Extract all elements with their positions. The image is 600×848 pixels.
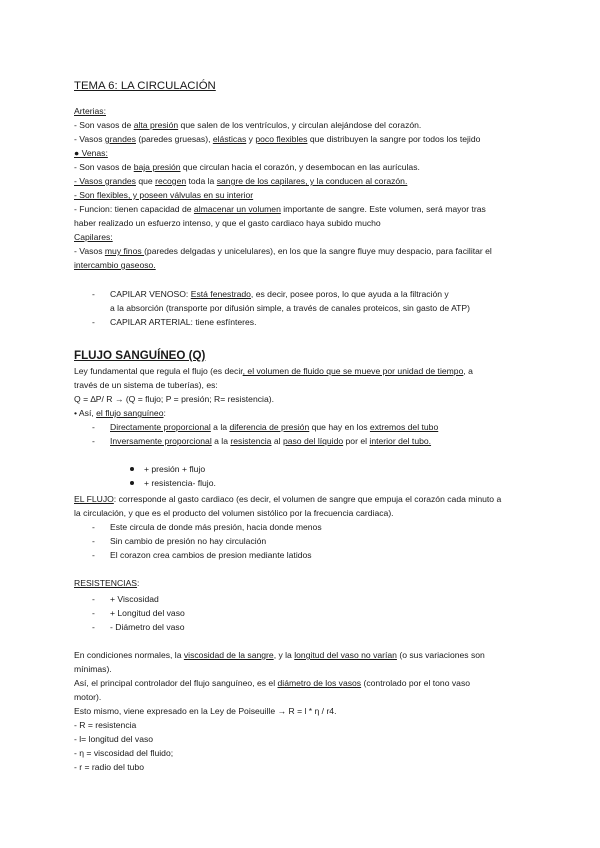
bullet-dot [130, 467, 134, 471]
arterias-line-1: - Son vasos de alta presión que salen de los ventrículos, y circulan alejándose del corazón. [74, 120, 422, 130]
flujo-heading: FLUJO SANGUÍNEO (Q) [74, 349, 206, 362]
list-dash: - [92, 608, 95, 618]
definition-4: - r = radio del tubo [74, 762, 144, 772]
resistencia-item-3: - Diámetro del vaso [110, 622, 185, 632]
definition-3: - η = viscosidad del fluido; [74, 748, 174, 758]
resistencia-item-2: + Longitud del vaso [110, 608, 185, 618]
final-line-1: En condiciones normales, la viscosidad de la sangre, y la longitud del vaso no varían (o sus variaciones son [74, 650, 485, 660]
definition-2: - l= longitud del vaso [74, 734, 154, 744]
list-dash: - [92, 622, 95, 632]
capilar-arterial-line: CAPILAR ARTERIAL: tiene esfínteres. [110, 317, 257, 327]
flujo-formula: Q = ∆P/ R → (Q = flujo; P = presión; R= resistencia). [74, 394, 274, 404]
final-line-3: Así, el principal controlador del flujo sanguíneo, es el diámetro de los vasos (controlado por el tono vaso [74, 678, 471, 688]
venas-line-1: - Son vasos de baja presión que circulan hacia el corazón, y desembocan en las aurículas. [74, 162, 420, 172]
list-dash: - [92, 522, 95, 532]
venas-line-2: - Vasos grandes que recogen toda la sangre de los capilares, y la conducen al corazón. [74, 176, 408, 186]
venas-line-3: - Son flexibles, y poseen válvulas en su interior [74, 190, 254, 200]
resistencia-item-1: + Viscosidad [110, 594, 159, 604]
arterias-line-2: - Vasos grandes (paredes gruesas), elásticas y poco flexibles que distribuyen la sangre por todos los tejido [74, 134, 481, 144]
final-line-2: mínimas). [74, 664, 112, 674]
capilar-venoso-cont: a la absorción (transporte por difusión simple, a través de canales proteicos, sin gasto de ATP) [110, 303, 471, 313]
flujo-line-4: • Así, el flujo sanguíneo: [74, 408, 166, 418]
capilares-heading: Capilares: [74, 232, 113, 242]
venas-line-4: - Funcion: tienen capacidad de almacenar un volumen importante de sangre. Este volumen, será mayor tras [74, 204, 486, 214]
definition-1: - R = resistencia [74, 720, 137, 730]
list-dash: - [92, 436, 95, 446]
final-line-4: motor). [74, 692, 102, 702]
flujo-note-2: Sin cambio de presión no hay circulación [110, 536, 267, 546]
page-title: TEMA 6: LA CIRCULACIÓN [74, 80, 216, 92]
flujo-note-1: Este circula de donde más presión, hacia donde menos [110, 522, 322, 532]
flujo-bullet-2: + resistencia- flujo. [144, 478, 216, 488]
list-dash: - [92, 289, 95, 299]
poiseuille-line: Esto mismo, viene expresado en la Ley de Poiseuille → R = l * η / r4. [74, 706, 337, 716]
bullet-dot [130, 481, 134, 485]
flujo-item-1: Directamente proporcional a la diferencia de presión que hay en los extremos del tubo [110, 422, 439, 432]
list-dash: - [92, 536, 95, 546]
flujo-note-3: El corazon crea cambios de presion mediante latidos [110, 550, 312, 560]
list-dash: - [92, 594, 95, 604]
list-dash: - [92, 422, 95, 432]
list-dash: - [92, 317, 95, 327]
list-dash: - [92, 550, 95, 560]
capilares-line-1: - Vasos muy finos (paredes delgadas y unicelulares), en los que la sangre fluye muy despacio, para facilitar el [74, 246, 492, 256]
flujo-line-1: Ley fundamental que regula el flujo (es decir, el volumen de fluido que se mueve por unidad de tiempo, a [74, 366, 473, 376]
flujo-bullet-1: + presión + flujo [144, 464, 206, 474]
venas-line-5: haber realizado un esfuerzo intenso, y que el gasto cardiaco haya subido mucho [74, 218, 381, 228]
el-flujo-line-2: la circulación, y que es el producto del volumen sistólico por la frecuencia cardiaca). [74, 508, 394, 518]
capilares-line-2: intercambio gaseoso. [74, 260, 156, 270]
venas-heading: ● Venas: [74, 148, 108, 158]
resistencias-heading: RESISTENCIAS: [74, 578, 140, 588]
flujo-item-2: Inversamente proporcional a la resistencia al paso del líquido por el interior del tubo. [110, 436, 432, 446]
arterias-heading: Arterias: [74, 106, 106, 116]
capilar-venoso-line: CAPILAR VENOSO: Está fenestrado, es decir, posee poros, lo que ayuda a la filtración y [110, 289, 449, 299]
flujo-line-2: través de un sistema de tuberías), es: [74, 380, 218, 390]
el-flujo-line-1: EL FLUJO: corresponde al gasto cardiaco (es decir, el volumen de sangre que empuja el corazón cada minuto a [74, 494, 502, 504]
